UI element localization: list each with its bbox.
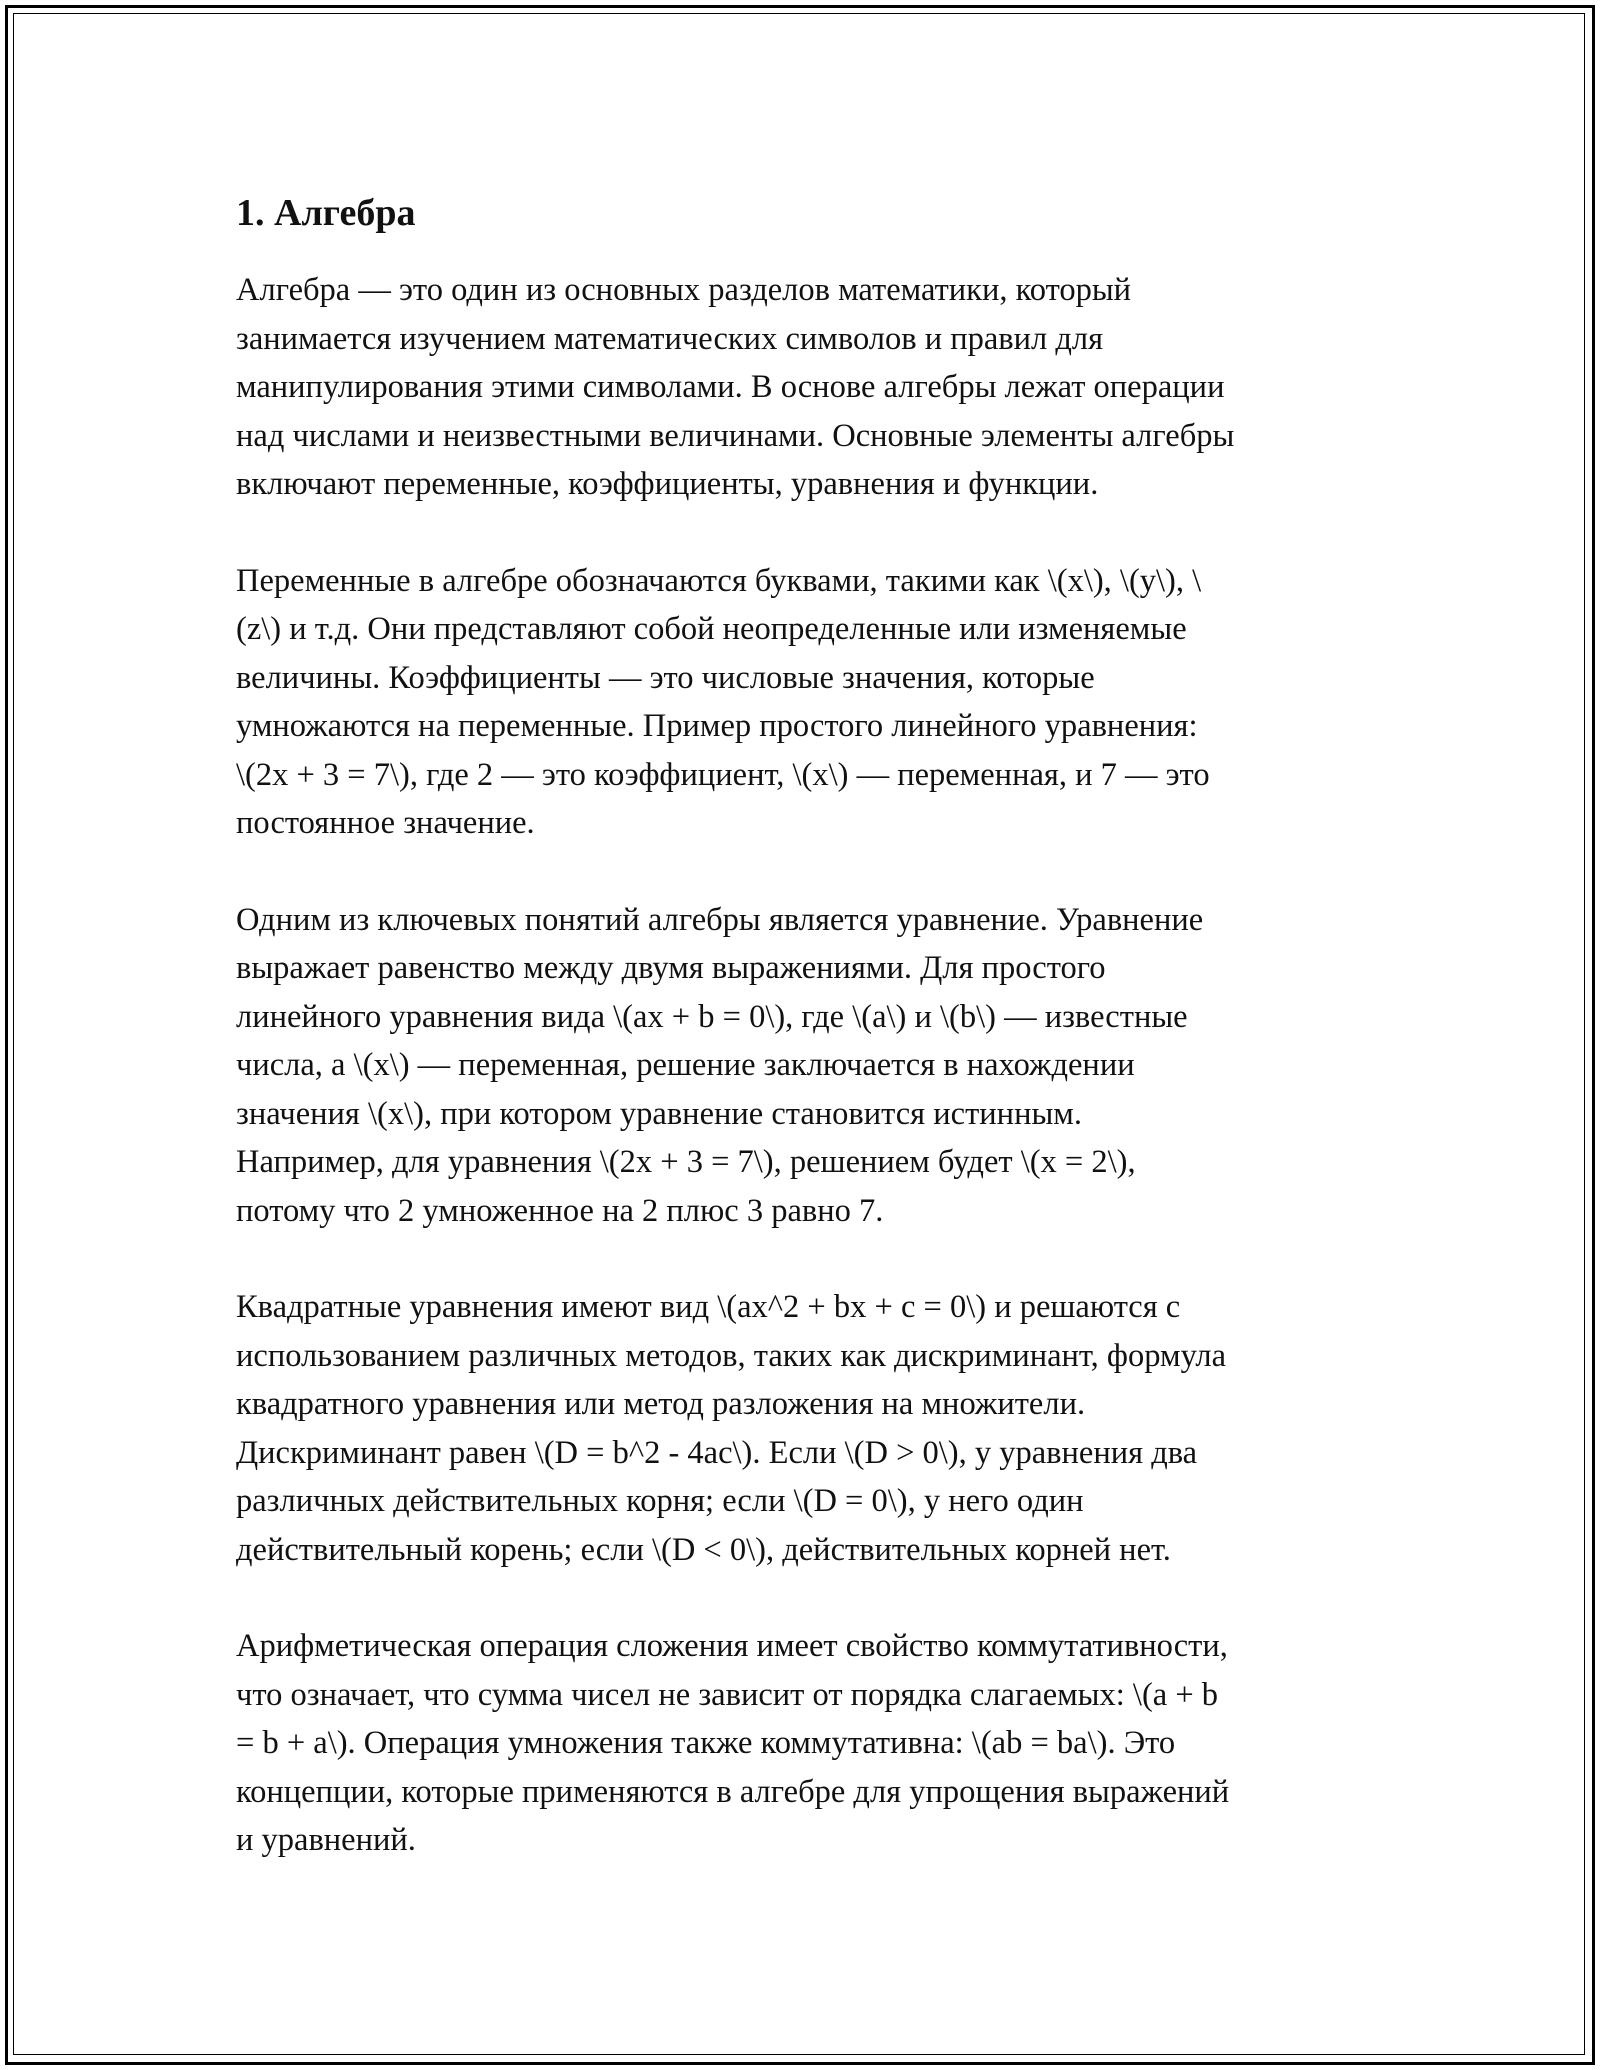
paragraph-quadratic: Квадратные уравнения имеют вид \(ax^2 + bx + c = 0\) и решаются с использованием различных методов, таких как дискриминант, формула квадратного уравнения или метод разложения на множители. Дискриминант равен \(D = b^2 - 4ac\). Если \(D > 0\), у уравнения два различных действительных корня; если \(D = 0\), у него один действительный корень; если \(D < 0\), действительных корней нет. — [236, 1289, 1227, 1568]
paragraph-algebra-definition: Алгебра — это один из основных разделов математики, который занимается изучением математических символов и правил для манипулирования этими символами. В основе алгебры лежат операции над числами и неизвестными величинами. Основные элементы алгебры включают переменные, коэффициенты, уравнения и функции. — [236, 272, 1235, 502]
section-title: 1. Алгебра — [236, 192, 416, 234]
paragraph-variables: Переменные в алгебре обозначаются буквами, такими как \(x\), \(y\), \ (z\) и т.д. Они представляют собой неопределенные или изменяемые величины. Коэффициенты — это числовые значения, которые умножаются на переменные. Пример простого линейного уравнения: \(2x + 3 = 7\), где 2 — это коэффициент, \(x\) — переменная, и 7 — это постоянное значение. — [236, 562, 1210, 841]
paragraph-equations: Одним из ключевых понятий алгебры является уравнение. Уравнение выражает равенство между двумя выражениями. Для простого линейного уравнения вида \(ax + b = 0\), где \(a\) и \(b\) — известные числа, а \(x\) — переменная, решение заключается в нахождении значения \(x\), при котором уравнение становится истинным. Например, для уравнения \(2x + 3 = 7\), решением будет \(x = 2\), потому что 2 умноженное на 2 плюс 3 равно 7. — [236, 901, 1204, 1229]
document-body — [236, 186, 1366, 1913]
paragraph-commutativity: Арифметическая операция сложения имеет свойство коммутативности, что означает, что сумма чисел не зависит от порядка слагаемых: \(a + b = b + a\). Операция умножения также коммутативна: \(ab = ba\). Это концепции, которые применяются в алгебре для упрощения выражений и уравнений. — [236, 1628, 1230, 1858]
